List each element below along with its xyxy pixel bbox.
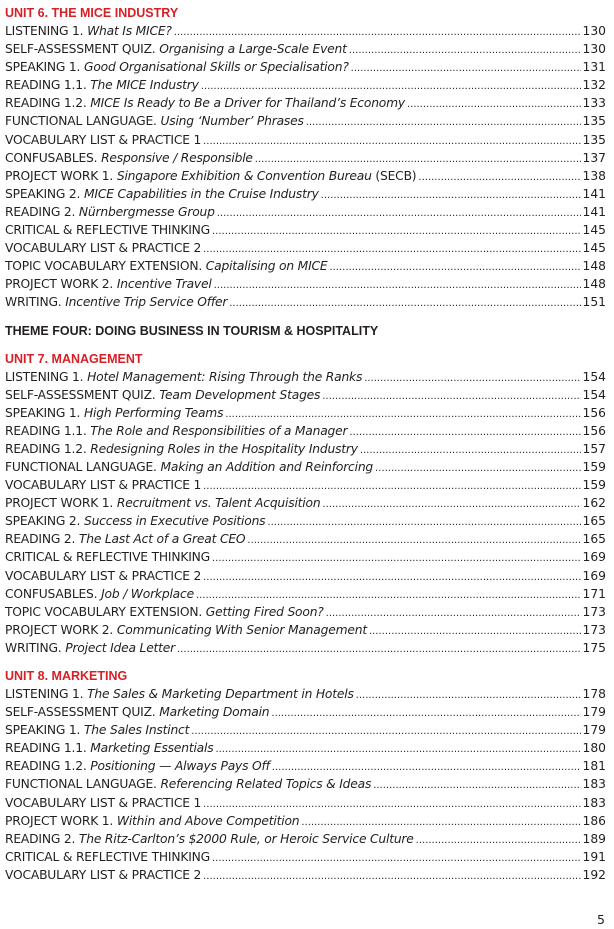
toc-entry-page: 151	[582, 295, 606, 310]
dot-leader	[416, 832, 581, 850]
unit-heading: UNIT 6. THE MICE INDUSTRY	[5, 6, 179, 20]
dot-leader	[375, 460, 580, 478]
toc-entry-category: READING 1.1.	[5, 741, 87, 756]
toc-entry-label	[5, 703, 269, 721]
toc-entry-category: PROJECT WORK 2.	[5, 277, 114, 292]
toc-entry-category: LISTENING 1.	[5, 369, 84, 384]
toc-entry-category: SELF-ASSESSMENT QUIZ.	[5, 705, 156, 720]
toc-entry-page: 179	[582, 705, 606, 720]
toc-entry-category: TOPIC VOCABULARY EXTENSION.	[5, 259, 203, 274]
toc-entry-label	[5, 293, 227, 311]
toc-entry-title: Project Idea Letter	[65, 640, 176, 655]
toc-entry-page: 162	[582, 496, 606, 511]
toc-entry-title: Job / Workplace	[101, 586, 194, 601]
toc-entry-category: SPEAKING 2.	[5, 186, 81, 201]
toc-entry-title: MICE Capabilities in the Cruise Industry	[83, 186, 319, 201]
toc-entry-label	[5, 167, 416, 185]
page-number: 5	[597, 912, 605, 927]
toc-entry-page: 179	[582, 723, 606, 738]
toc-entry-category: PROJECT WORK 1.	[5, 168, 114, 183]
toc-entry-category: SPEAKING 1.	[5, 723, 81, 738]
toc-entry-page: 148	[582, 277, 606, 292]
dot-leader	[271, 705, 580, 723]
toc-entry-category: CRITICAL & REFLECTIVE THINKING	[5, 849, 210, 864]
toc-entry-title: Nürnbergmesse Group	[78, 204, 215, 219]
toc-entry-label	[5, 476, 201, 494]
unit-section	[5, 5, 606, 312]
toc-entry-title: The Role and Responsibilities of a Manager	[90, 423, 348, 438]
toc-entry	[5, 221, 606, 239]
toc-entry-label	[5, 368, 362, 386]
toc-entry-page: 145	[582, 223, 606, 238]
toc-entry-label	[5, 530, 245, 548]
dot-leader	[212, 550, 581, 568]
toc-entry-title: The Last Act of a Great CEO	[78, 532, 246, 547]
toc-entry-label	[5, 131, 201, 149]
toc-entry	[5, 739, 606, 757]
toc-entry-category: FUNCTIONAL LANGUAGE.	[5, 114, 157, 129]
toc-entry-page: 154	[582, 387, 606, 402]
toc-entry-title: MICE Is Ready to Be a Driver for Thailand’s Economy	[90, 96, 405, 111]
toc-entry-title: Marketing Essentials	[90, 741, 214, 756]
toc-entry-category: TOPIC VOCABULARY EXTENSION.	[5, 604, 203, 619]
toc-entry	[5, 794, 606, 812]
unit-section	[5, 351, 606, 658]
toc-entry-page: 173	[582, 622, 606, 637]
toc-entry-page: 148	[582, 259, 606, 274]
toc-entry	[5, 548, 606, 566]
toc-entry	[5, 757, 606, 775]
toc-entry-title: Referencing Related Topics & Ideas	[160, 777, 372, 792]
toc-entry-page: 138	[582, 168, 606, 183]
dot-leader	[203, 569, 580, 587]
toc-entry-label	[5, 621, 367, 639]
toc-entry-category: READING 2.	[5, 532, 76, 547]
toc-entry-page: 131	[582, 60, 606, 75]
dot-leader	[369, 623, 581, 641]
toc-entry	[5, 368, 606, 386]
toc-entry-category: CRITICAL & REFLECTIVE THINKING	[5, 223, 210, 238]
toc-entry-page: 181	[582, 759, 606, 774]
toc-entry	[5, 58, 606, 76]
toc-entry-category: VOCABULARY LIST & PRACTICE 1	[5, 132, 202, 147]
dot-leader	[407, 96, 581, 114]
toc-entry-page: 169	[582, 568, 606, 583]
toc-entry-page: 165	[582, 514, 606, 529]
toc-entry-label	[5, 22, 172, 40]
toc-entry	[5, 404, 606, 422]
toc-entry-category: WRITING.	[5, 640, 62, 655]
toc-entry-label	[5, 94, 405, 112]
unit-section	[5, 668, 606, 884]
toc-entry-category: WRITING.	[5, 295, 62, 310]
toc-entry-label	[5, 458, 373, 476]
toc-entry	[5, 775, 606, 793]
toc-entry-category: VOCABULARY LIST & PRACTICE 1	[5, 795, 202, 810]
dot-leader	[177, 641, 580, 659]
toc-entry-label	[5, 494, 320, 512]
toc-entry-title: Marketing Domain	[159, 705, 270, 720]
toc-entry	[5, 703, 606, 721]
toc-entry-page: 130	[582, 42, 606, 57]
toc-entry-page: 135	[582, 114, 606, 129]
toc-entry-page: 183	[582, 777, 606, 792]
toc-entry-label	[5, 203, 215, 221]
toc-entry-page: 159	[582, 478, 606, 493]
toc-entry	[5, 422, 606, 440]
dot-leader	[351, 60, 581, 78]
toc-entry	[5, 685, 606, 703]
toc-entry-category: CONFUSABLES.	[5, 586, 98, 601]
toc-entry-label	[5, 757, 270, 775]
toc-entry-page: 175	[582, 640, 606, 655]
toc-entry	[5, 603, 606, 621]
toc-entry-category: READING 1.2.	[5, 759, 87, 774]
toc-entry-title: The Sales Instinct	[83, 723, 190, 738]
toc-entry	[5, 239, 606, 257]
toc-entry-title: The MICE Industry	[90, 78, 199, 93]
toc-entry-title: Team Development Stages	[159, 387, 321, 402]
toc-entry-page: 180	[582, 741, 606, 756]
toc-entry-page: 145	[582, 241, 606, 256]
toc-entry	[5, 585, 606, 603]
toc-entry-label	[5, 848, 210, 866]
toc-entry	[5, 530, 606, 548]
toc-entry-title: Communicating With Senior Management	[116, 622, 367, 637]
unit-heading: UNIT 8. MARKETING	[5, 669, 128, 683]
dot-leader	[418, 169, 580, 187]
toc-entry-title: Getting Fired Soon?	[205, 604, 324, 619]
toc-entry-category: SPEAKING 2.	[5, 514, 81, 529]
toc-entry-label	[5, 866, 201, 884]
toc-entry	[5, 185, 606, 203]
toc-entry-label	[5, 149, 253, 167]
toc-entry-category: READING 2.	[5, 831, 76, 846]
toc-entry-page: 157	[582, 441, 606, 456]
toc-entry-page: 178	[582, 687, 606, 701]
toc-entry-label	[5, 404, 223, 422]
toc-entry	[5, 830, 606, 848]
toc-entry-label	[5, 585, 194, 603]
dot-leader	[214, 277, 581, 295]
toc-entry-label	[5, 567, 201, 585]
toc-entry-label	[5, 639, 175, 657]
theme-heading: THEME FOUR: DOING BUSINESS IN TOURISM & HOSPITALITY	[5, 323, 379, 338]
dot-leader	[349, 42, 581, 60]
toc-entry	[5, 848, 606, 866]
toc-entry-category: FUNCTIONAL LANGUAGE.	[5, 459, 157, 474]
toc-entry-label	[5, 548, 210, 566]
toc-entry-label	[5, 275, 212, 293]
toc-entry-title: Capitalising on MICE	[205, 259, 328, 274]
toc-entry	[5, 94, 606, 112]
toc-entry-label	[5, 386, 320, 404]
toc-entry-page: 133	[582, 96, 606, 111]
toc-entry-title: Success in Executive Positions	[83, 514, 266, 529]
toc-entry-page: 156	[582, 405, 606, 420]
toc-entry	[5, 639, 606, 657]
toc-entry-title: Singapore Exhibition & Convention Bureau	[116, 168, 372, 183]
toc-entry-category: SPEAKING 1.	[5, 405, 81, 420]
toc-entry-title: Incentive Travel	[116, 277, 212, 292]
toc-entry-page: 130	[582, 24, 606, 38]
toc-entry-category: LISTENING 1.	[5, 687, 84, 701]
toc-entry-page: 192	[582, 867, 606, 882]
toc-entry-category: VOCABULARY LIST & PRACTICE 2	[5, 867, 202, 882]
toc-entry	[5, 386, 606, 404]
toc-entry-label	[5, 422, 347, 440]
dot-leader	[349, 424, 580, 442]
toc-entry-label	[5, 40, 347, 58]
toc-entry	[5, 567, 606, 585]
dot-leader	[322, 496, 580, 514]
dot-leader	[217, 205, 581, 223]
toc-entry-label	[5, 794, 201, 812]
toc-entry-title: Using ‘Number’ Phrases	[160, 114, 304, 129]
dot-leader	[373, 777, 580, 795]
dot-leader	[356, 687, 581, 705]
toc-entry-suffix: (SECB)	[371, 168, 417, 183]
dot-leader	[212, 850, 581, 868]
toc-entry-category: SELF-ASSESSMENT QUIZ.	[5, 42, 156, 57]
toc-entry	[5, 440, 606, 458]
toc-entry	[5, 40, 606, 58]
toc-entry-page: 171	[582, 586, 606, 601]
toc-entry-page: 141	[582, 186, 606, 201]
toc-entry	[5, 22, 606, 40]
toc-entry-title: Within and Above Competition	[116, 813, 300, 828]
toc-entry-page: 137	[582, 150, 606, 165]
toc-entry-category: PROJECT WORK 1.	[5, 496, 114, 511]
toc-entry-page: 173	[582, 604, 606, 619]
toc-entry	[5, 866, 606, 884]
toc-entry-label	[5, 185, 319, 203]
toc-entry-label	[5, 685, 354, 703]
toc-entry-label	[5, 440, 358, 458]
toc-entry-label	[5, 112, 304, 130]
toc-entry-title: Good Organisational Skills or Specialisation?	[83, 60, 349, 75]
toc-entry	[5, 812, 606, 830]
toc-entry-title: Recruitment vs. Talent Acquisition	[116, 496, 321, 511]
toc-entry-label	[5, 58, 349, 76]
toc-entry-page: 135	[582, 132, 606, 147]
toc-entry-page: 169	[582, 550, 606, 565]
toc-entry-category: FUNCTIONAL LANGUAGE.	[5, 777, 157, 792]
toc-entry-title: Hotel Management: Rising Through the Ranks	[87, 369, 363, 384]
toc-entry-category: PROJECT WORK 1.	[5, 813, 114, 828]
toc-entry	[5, 721, 606, 739]
toc-entry-title: High Performing Teams	[83, 405, 224, 420]
toc-entry-label	[5, 739, 213, 757]
toc-entry-title: Organising a Large-Scale Event	[159, 42, 347, 57]
toc-entry-label	[5, 721, 189, 739]
toc-entry-category: SPEAKING 1.	[5, 60, 81, 75]
toc-entry-category: VOCABULARY LIST & PRACTICE 1	[5, 478, 202, 493]
dot-leader	[203, 868, 580, 886]
toc-entry-page: 165	[582, 532, 606, 547]
toc-entry-category: READING 1.2.	[5, 441, 87, 456]
toc-entry	[5, 476, 606, 494]
dot-leader	[322, 388, 580, 406]
dot-leader	[360, 442, 581, 460]
dot-leader	[321, 187, 581, 205]
dot-leader	[212, 223, 581, 241]
toc-entry	[5, 112, 606, 130]
toc-entry	[5, 76, 606, 94]
toc-entry-title: The Ritz-Carlton’s $2000 Rule, or Heroic Service Culture	[78, 831, 414, 846]
dot-leader	[191, 723, 580, 741]
toc-entry	[5, 275, 606, 293]
dot-leader	[329, 259, 580, 277]
toc-entry-category: SELF-ASSESSMENT QUIZ.	[5, 387, 156, 402]
toc-entry-title: What Is MICE?	[87, 24, 172, 38]
toc-entry-page: 154	[582, 369, 606, 384]
toc-entry-title: Responsive / Responsible	[101, 150, 253, 165]
toc-entry-page: 183	[582, 795, 606, 810]
toc-entry	[5, 494, 606, 512]
toc-entry	[5, 167, 606, 185]
toc-entry	[5, 293, 606, 311]
toc-entry-title: Redesigning Roles in the Hospitality Industry	[90, 441, 358, 456]
toc-entry-page: 141	[582, 204, 606, 219]
table-of-contents	[5, 5, 606, 884]
toc-entry-label	[5, 812, 299, 830]
toc-entry-category: READING 2.	[5, 204, 76, 219]
toc-entry	[5, 131, 606, 149]
dot-leader	[203, 133, 580, 151]
dot-leader	[229, 295, 580, 313]
toc-entry-label	[5, 239, 201, 257]
toc-entry	[5, 257, 606, 275]
toc-entry-label	[5, 775, 371, 793]
toc-entry-category: LISTENING 1.	[5, 24, 84, 38]
toc-entry-label	[5, 76, 199, 94]
toc-entry-page: 189	[582, 831, 606, 846]
toc-entry-label	[5, 257, 327, 275]
toc-entry-category: VOCABULARY LIST & PRACTICE 2	[5, 568, 202, 583]
dot-leader	[267, 514, 580, 532]
toc-entry	[5, 621, 606, 639]
toc-entry	[5, 149, 606, 167]
dot-leader	[215, 741, 580, 759]
toc-entry-category: CONFUSABLES.	[5, 150, 98, 165]
toc-entry-category: READING 1.1.	[5, 78, 87, 93]
toc-entry-title: Incentive Trip Service Offer	[65, 295, 228, 310]
toc-entry	[5, 512, 606, 530]
dot-leader	[306, 114, 581, 132]
toc-entry-label	[5, 830, 414, 848]
toc-entry-label	[5, 221, 210, 239]
toc-entry-page: 159	[582, 459, 606, 474]
toc-entry-category: READING 1.1.	[5, 423, 87, 438]
unit-heading: UNIT 7. MANAGEMENT	[5, 351, 143, 366]
toc-entry-page: 186	[582, 813, 606, 828]
toc-entry-label	[5, 512, 265, 530]
toc-entry-category: READING 1.2.	[5, 96, 87, 111]
toc-entry	[5, 203, 606, 221]
dot-leader	[364, 370, 580, 388]
toc-entry-title: Making an Addition and Reinforcing	[160, 459, 374, 474]
theme-section	[5, 323, 606, 340]
toc-entry-page: 132	[582, 78, 606, 93]
toc-entry	[5, 458, 606, 476]
toc-entry-title: The Sales & Marketing Department in Hotels	[87, 687, 354, 701]
toc-entry-page: 191	[582, 849, 606, 864]
toc-entry-page: 156	[582, 423, 606, 438]
toc-entry-label	[5, 603, 324, 621]
toc-entry-category: CRITICAL & REFLECTIVE THINKING	[5, 550, 210, 565]
toc-entry-category: VOCABULARY LIST & PRACTICE 2	[5, 241, 202, 256]
toc-entry-title: Positioning — Always Pays Off	[90, 759, 270, 774]
toc-entry-category: PROJECT WORK 2.	[5, 622, 114, 637]
dot-leader	[247, 532, 580, 550]
